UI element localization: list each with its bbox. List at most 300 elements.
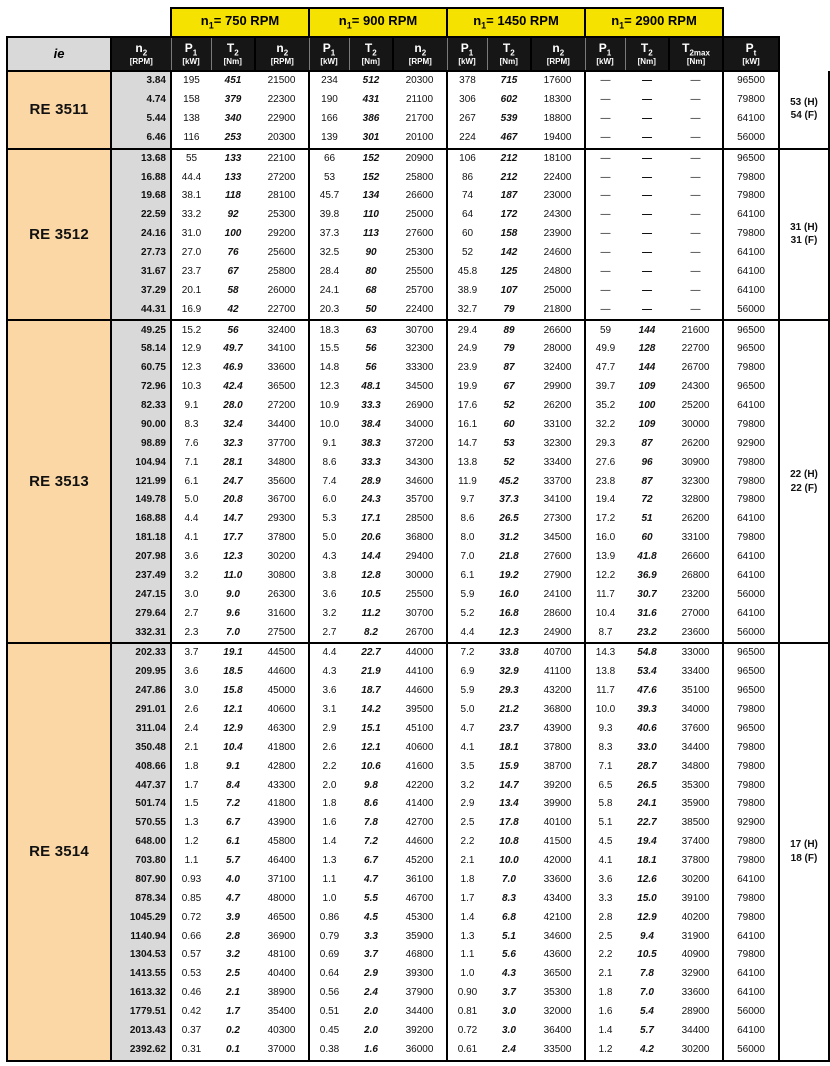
value-cell: 0.56 — [309, 984, 349, 1003]
value-cell: 30800 — [255, 567, 309, 586]
ie-cell: 24.16 — [111, 225, 171, 244]
value-cell: 37700 — [255, 435, 309, 454]
value-cell: 87 — [625, 435, 669, 454]
value-cell: 34800 — [669, 758, 723, 777]
ie-cell: 209.95 — [111, 663, 171, 682]
value-cell: 10.9 — [309, 397, 349, 416]
value-cell: 715 — [487, 71, 531, 91]
value-cell: 39500 — [393, 701, 447, 720]
t2max-cell: 64100 — [723, 548, 779, 567]
value-cell: 25800 — [255, 263, 309, 282]
value-cell: 37.3 — [487, 491, 531, 510]
value-cell: 4.4 — [171, 510, 211, 529]
value-cell: 30200 — [255, 548, 309, 567]
value-cell: 31.0 — [171, 225, 211, 244]
value-cell: 26200 — [531, 397, 585, 416]
value-cell: 158 — [171, 91, 211, 110]
value-cell: 0.53 — [171, 965, 211, 984]
ie-cell: 82.33 — [111, 397, 171, 416]
value-cell: 12.3 — [171, 359, 211, 378]
value-cell: 41600 — [393, 758, 447, 777]
t2max-cell: 64100 — [723, 605, 779, 624]
t2max-cell: 96500 — [723, 720, 779, 739]
value-cell: 26900 — [393, 397, 447, 416]
value-cell: — — [585, 149, 625, 169]
t2max-cell: 64100 — [723, 282, 779, 301]
value-cell: 32400 — [255, 320, 309, 340]
value-cell: 8.6 — [309, 454, 349, 473]
table-row — [7, 71, 829, 91]
value-cell: 4.2 — [625, 1041, 669, 1061]
value-cell: 2.1 — [585, 965, 625, 984]
value-cell: 34400 — [669, 739, 723, 758]
value-cell: 46.9 — [211, 359, 255, 378]
value-cell: 52 — [487, 397, 531, 416]
value-cell: 30000 — [393, 567, 447, 586]
t2max-cell: 79800 — [723, 852, 779, 871]
value-cell: 47.7 — [585, 359, 625, 378]
value-cell: — — [625, 263, 669, 282]
value-cell: 26200 — [669, 435, 723, 454]
table-row — [7, 795, 829, 814]
table-row — [7, 454, 829, 473]
col-header-t2-1450: $T_2$ [Nm] — [487, 37, 531, 71]
value-cell: 34400 — [669, 1022, 723, 1041]
value-cell: 7.2 — [349, 833, 393, 852]
value-cell: 0.37 — [171, 1022, 211, 1041]
value-cell: 25500 — [393, 586, 447, 605]
value-cell: 36700 — [255, 491, 309, 510]
ie-cell: 291.01 — [111, 701, 171, 720]
value-cell: 32800 — [669, 491, 723, 510]
value-cell: 45.2 — [487, 472, 531, 491]
value-cell: 13.8 — [585, 663, 625, 682]
value-cell: 22100 — [255, 149, 309, 169]
t2max-cell: 64100 — [723, 263, 779, 282]
table-row — [7, 529, 829, 548]
value-cell: 467 — [487, 129, 531, 149]
value-cell: 87 — [487, 359, 531, 378]
value-cell: 28100 — [255, 187, 309, 206]
t2max-cell: 96500 — [723, 682, 779, 701]
value-cell: 11.7 — [585, 682, 625, 701]
value-cell: — — [585, 301, 625, 321]
value-cell: 59 — [585, 320, 625, 340]
value-cell: 267 — [447, 110, 487, 129]
t2max-cell: 79800 — [723, 454, 779, 473]
value-cell: 92 — [211, 206, 255, 225]
t2max-cell: 79800 — [723, 529, 779, 548]
value-cell: 2.6 — [309, 739, 349, 758]
value-cell: 14.8 — [309, 359, 349, 378]
value-cell: 5.9 — [447, 586, 487, 605]
table-row — [7, 110, 829, 129]
ie-cell: 202.33 — [111, 643, 171, 663]
ie-cell: 408.66 — [111, 758, 171, 777]
value-cell: 41800 — [255, 739, 309, 758]
value-cell: 21.9 — [349, 663, 393, 682]
value-cell: 39100 — [669, 890, 723, 909]
table-row — [7, 206, 829, 225]
value-cell: 21.8 — [487, 548, 531, 567]
value-cell: 30200 — [669, 871, 723, 890]
value-cell: 4.4 — [447, 623, 487, 643]
value-cell: 29.3 — [487, 682, 531, 701]
value-cell: 7.8 — [625, 965, 669, 984]
value-cell: 42000 — [531, 852, 585, 871]
value-cell: 2.3 — [171, 623, 211, 643]
t2max-cell: 64100 — [723, 567, 779, 586]
value-cell: 15.2 — [171, 320, 211, 340]
col-header-t2max: $T_{2max}$ [Nm] — [669, 37, 723, 71]
value-cell: 0.72 — [447, 1022, 487, 1041]
value-cell: 2.1 — [211, 984, 255, 1003]
value-cell: 90 — [349, 244, 393, 263]
value-cell: 27.0 — [171, 244, 211, 263]
value-cell: 12.8 — [349, 567, 393, 586]
value-cell: 41100 — [531, 663, 585, 682]
value-cell: 24900 — [531, 623, 585, 643]
value-cell: 32300 — [531, 435, 585, 454]
value-cell: 0.90 — [447, 984, 487, 1003]
value-cell: 306 — [447, 91, 487, 110]
value-cell: 39200 — [531, 776, 585, 795]
value-cell: 14.7 — [211, 510, 255, 529]
value-cell: 7.6 — [171, 435, 211, 454]
value-cell: 26600 — [531, 320, 585, 340]
table-row — [7, 244, 829, 263]
value-cell: 21800 — [531, 301, 585, 321]
value-cell: 79 — [487, 301, 531, 321]
value-cell: 34400 — [393, 1003, 447, 1022]
value-cell: 37900 — [393, 984, 447, 1003]
t2max-cell: 79800 — [723, 491, 779, 510]
t2max-cell: 92900 — [723, 814, 779, 833]
table-row — [7, 682, 829, 701]
value-cell: 138 — [171, 110, 211, 129]
ie-cell: 6.46 — [111, 129, 171, 149]
ie-cell: 1779.51 — [111, 1003, 171, 1022]
value-cell: 33400 — [669, 663, 723, 682]
t2max-cell: 79800 — [723, 472, 779, 491]
value-cell: 26.5 — [487, 510, 531, 529]
value-cell: 34300 — [393, 454, 447, 473]
value-cell: 38500 — [669, 814, 723, 833]
value-cell: — — [669, 91, 723, 110]
table-row — [7, 435, 829, 454]
value-cell: 7.8 — [349, 814, 393, 833]
value-cell: 17.7 — [211, 529, 255, 548]
table-row — [7, 739, 829, 758]
value-cell: 33300 — [393, 359, 447, 378]
t2max-cell: 79800 — [723, 168, 779, 187]
value-cell: 27.6 — [585, 454, 625, 473]
value-cell: 33600 — [255, 359, 309, 378]
t2max-cell: 64100 — [723, 871, 779, 890]
value-cell: 12.9 — [171, 340, 211, 359]
value-cell: 40700 — [531, 643, 585, 663]
value-cell: 42800 — [255, 758, 309, 777]
value-cell: 26000 — [255, 282, 309, 301]
value-cell: 80 — [349, 263, 393, 282]
value-cell: 24.9 — [447, 340, 487, 359]
value-cell: 5.3 — [309, 510, 349, 529]
value-cell: 24300 — [669, 378, 723, 397]
value-cell: 253 — [211, 129, 255, 149]
value-cell: 45800 — [255, 833, 309, 852]
value-cell: — — [669, 168, 723, 187]
value-cell: 602 — [487, 91, 531, 110]
value-cell: 32.4 — [211, 416, 255, 435]
value-cell: 10.3 — [171, 378, 211, 397]
value-cell: 12.9 — [625, 909, 669, 928]
value-cell: 34100 — [531, 491, 585, 510]
value-cell: 9.0 — [211, 586, 255, 605]
value-cell: 0.57 — [171, 946, 211, 965]
value-cell: 27300 — [531, 510, 585, 529]
value-cell: 25700 — [393, 282, 447, 301]
value-cell: 0.61 — [447, 1041, 487, 1061]
value-cell: 86 — [447, 168, 487, 187]
value-cell: 38.4 — [349, 416, 393, 435]
ie-cell: 5.44 — [111, 110, 171, 129]
value-cell: 190 — [309, 91, 349, 110]
table-row — [7, 263, 829, 282]
value-cell: 8.4 — [211, 776, 255, 795]
value-cell: 52 — [447, 244, 487, 263]
ie-cell: 49.25 — [111, 320, 171, 340]
value-cell: 63 — [349, 320, 393, 340]
value-cell: 67 — [211, 263, 255, 282]
value-cell: 301 — [349, 129, 393, 149]
table-row — [7, 890, 829, 909]
value-cell: — — [625, 149, 669, 169]
value-cell: 26.5 — [625, 776, 669, 795]
value-cell: 48.1 — [349, 378, 393, 397]
value-cell: 21700 — [393, 110, 447, 129]
value-cell: 31900 — [669, 927, 723, 946]
col-header-n2-900: $n_2$ [RPM] — [255, 37, 309, 71]
ie-cell: 90.00 — [111, 416, 171, 435]
value-cell: 43900 — [255, 814, 309, 833]
value-cell: 10.0 — [309, 416, 349, 435]
value-cell: 27200 — [255, 397, 309, 416]
t2max-cell: 79800 — [723, 758, 779, 777]
value-cell: 166 — [309, 110, 349, 129]
value-cell: 26700 — [669, 359, 723, 378]
value-cell: 44000 — [393, 643, 447, 663]
value-cell: 60 — [447, 225, 487, 244]
value-cell: 1.0 — [447, 965, 487, 984]
value-cell: 7.4 — [309, 472, 349, 491]
value-cell: 51 — [625, 510, 669, 529]
col-header-n2-750: $n_2$ [RPM] — [111, 37, 171, 71]
table-row — [7, 548, 829, 567]
value-cell: 8.2 — [349, 623, 393, 643]
t2max-cell: 96500 — [723, 643, 779, 663]
value-cell: 1.4 — [585, 1022, 625, 1041]
value-cell: 9.3 — [585, 720, 625, 739]
value-cell: 28000 — [531, 340, 585, 359]
value-cell: 4.0 — [211, 871, 255, 890]
ie-cell: 1304.53 — [111, 946, 171, 965]
col-header-p1-750: $P_1$ [kW] — [171, 37, 211, 71]
value-cell: 28600 — [531, 605, 585, 624]
value-cell: 4.3 — [487, 965, 531, 984]
value-cell: 28.9 — [349, 472, 393, 491]
t2max-cell: 64100 — [723, 1022, 779, 1041]
t2max-cell: 64100 — [723, 397, 779, 416]
value-cell: 1.4 — [309, 833, 349, 852]
value-cell: 33.3 — [349, 397, 393, 416]
value-cell: 38.1 — [171, 187, 211, 206]
value-cell: 4.5 — [585, 833, 625, 852]
value-cell: 42 — [211, 301, 255, 321]
ie-cell: 2013.43 — [111, 1022, 171, 1041]
ie-cell: 22.59 — [111, 206, 171, 225]
t2max-cell: 79800 — [723, 795, 779, 814]
speed-header-900: $n_1= 900$ RPM — [309, 8, 447, 37]
ie-cell: 501.74 — [111, 795, 171, 814]
value-cell: 27600 — [531, 548, 585, 567]
value-cell: 27900 — [531, 567, 585, 586]
value-cell: 58 — [211, 282, 255, 301]
col-header-p1-1450: $P_1$ [kW] — [447, 37, 487, 71]
value-cell: 43900 — [531, 720, 585, 739]
value-cell: 29.4 — [447, 320, 487, 340]
value-cell: 7.1 — [171, 454, 211, 473]
value-cell: 1.3 — [171, 814, 211, 833]
value-cell: 2.2 — [309, 758, 349, 777]
value-cell: 36.9 — [625, 567, 669, 586]
t2max-cell: 79800 — [723, 91, 779, 110]
value-cell: 27200 — [255, 168, 309, 187]
t2max-cell: 56000 — [723, 1041, 779, 1061]
col-header-n2-2900: $n_2$ [RPM] — [531, 37, 585, 71]
t2max-cell: 79800 — [723, 833, 779, 852]
value-cell: 1.0 — [309, 890, 349, 909]
value-cell: 6.9 — [447, 663, 487, 682]
value-cell: 32.9 — [487, 663, 531, 682]
value-cell: 118 — [211, 187, 255, 206]
table-row — [7, 282, 829, 301]
value-cell: 24.1 — [625, 795, 669, 814]
value-cell: 6.5 — [585, 776, 625, 795]
t2max-cell: 64100 — [723, 244, 779, 263]
ie-cell: 4.74 — [111, 91, 171, 110]
value-cell: 3.8 — [309, 567, 349, 586]
value-cell: 18.1 — [487, 739, 531, 758]
value-cell: 14.4 — [349, 548, 393, 567]
ie-cell: 60.75 — [111, 359, 171, 378]
value-cell: 3.1 — [309, 701, 349, 720]
value-cell: 23.7 — [171, 263, 211, 282]
table-row — [7, 1022, 829, 1041]
value-cell: 37000 — [255, 1041, 309, 1061]
value-cell: 3.3 — [349, 927, 393, 946]
value-cell: 11.2 — [349, 605, 393, 624]
t2max-cell: 79800 — [723, 890, 779, 909]
value-cell: 1.7 — [211, 1003, 255, 1022]
value-cell: 5.0 — [309, 529, 349, 548]
value-cell: 187 — [487, 187, 531, 206]
corner-blank — [7, 8, 171, 37]
value-cell: 1.4 — [447, 909, 487, 928]
ie-cell: 104.94 — [111, 454, 171, 473]
t2max-cell: 56000 — [723, 1003, 779, 1022]
value-cell: 11.9 — [447, 472, 487, 491]
table-row — [7, 416, 829, 435]
ie-cell: 1613.32 — [111, 984, 171, 1003]
value-cell: 37600 — [669, 720, 723, 739]
value-cell: — — [669, 225, 723, 244]
value-cell: 40900 — [669, 946, 723, 965]
value-cell: 30700 — [393, 605, 447, 624]
value-cell: 45.8 — [447, 263, 487, 282]
value-cell: 17.2 — [585, 510, 625, 529]
value-cell: 10.5 — [349, 586, 393, 605]
value-cell: 36800 — [393, 529, 447, 548]
value-cell: 133 — [211, 149, 255, 169]
value-cell: 40200 — [669, 909, 723, 928]
value-cell: 5.5 — [349, 890, 393, 909]
value-cell: 7.2 — [211, 795, 255, 814]
value-cell: 8.3 — [487, 890, 531, 909]
value-cell: 110 — [349, 206, 393, 225]
value-cell: 47.6 — [625, 682, 669, 701]
value-cell: 33100 — [669, 529, 723, 548]
value-cell: 19.4 — [625, 833, 669, 852]
value-cell: — — [585, 187, 625, 206]
ie-cell: 247.86 — [111, 682, 171, 701]
value-cell: 12.3 — [487, 623, 531, 643]
table-body — [7, 71, 829, 1061]
value-cell: 2.0 — [309, 776, 349, 795]
value-cell: 13.9 — [585, 548, 625, 567]
value-cell: 18.5 — [211, 663, 255, 682]
value-cell: 14.2 — [349, 701, 393, 720]
table-row — [7, 776, 829, 795]
value-cell: 451 — [211, 71, 255, 91]
value-cell: 195 — [171, 71, 211, 91]
t2max-cell: 96500 — [723, 149, 779, 169]
value-cell: 142 — [487, 244, 531, 263]
value-cell: 2.9 — [447, 795, 487, 814]
value-cell: 30.7 — [625, 586, 669, 605]
value-cell: 12.1 — [349, 739, 393, 758]
value-cell: 20300 — [393, 71, 447, 91]
value-cell: 44600 — [393, 682, 447, 701]
value-cell: — — [669, 187, 723, 206]
value-cell: 26600 — [393, 187, 447, 206]
value-cell: — — [625, 244, 669, 263]
t2max-cell: 64100 — [723, 206, 779, 225]
value-cell: 31.2 — [487, 529, 531, 548]
value-cell: 20100 — [393, 129, 447, 149]
value-cell: 40300 — [255, 1022, 309, 1041]
value-cell: 8.7 — [585, 623, 625, 643]
value-cell: 87 — [625, 472, 669, 491]
value-cell: 0.2 — [211, 1022, 255, 1041]
value-cell: 66 — [309, 149, 349, 169]
value-cell: 24600 — [531, 244, 585, 263]
ie-cell: 350.48 — [111, 739, 171, 758]
table-row — [7, 149, 829, 169]
ie-cell: 237.49 — [111, 567, 171, 586]
value-cell: 16.0 — [585, 529, 625, 548]
value-cell: 3.2 — [309, 605, 349, 624]
ie-cell: 279.64 — [111, 605, 171, 624]
